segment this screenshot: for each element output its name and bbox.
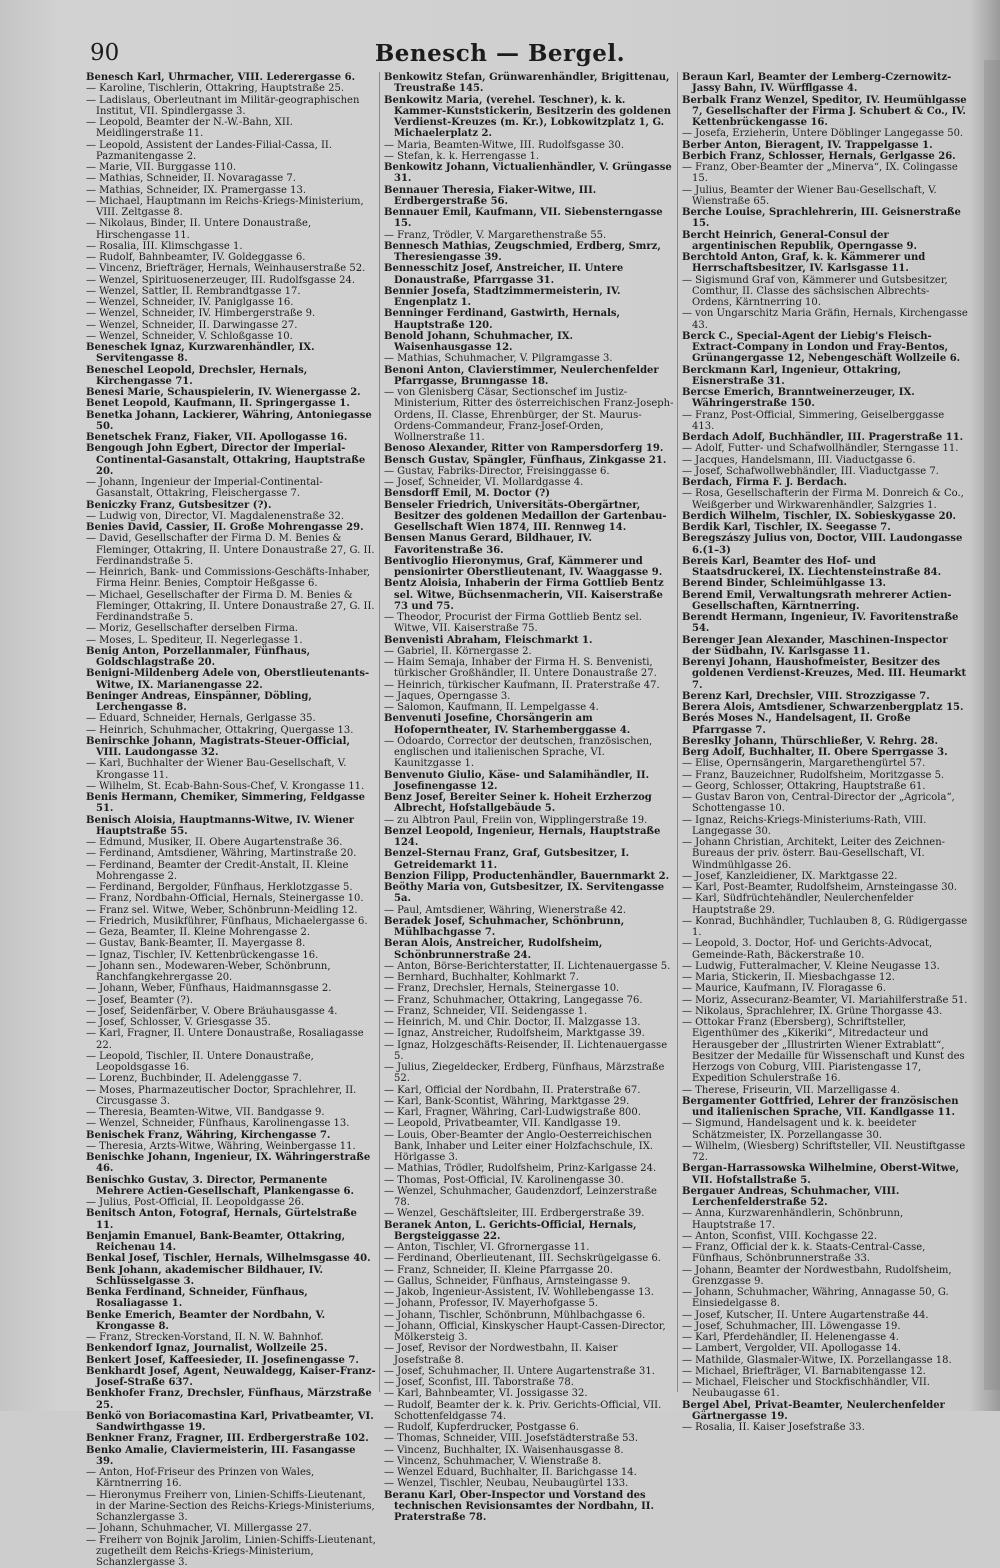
directory-entry: Benkner Franz, Fragner, III. Erdbergerstraße 102.: [86, 1433, 376, 1444]
directory-entry: Benkowitz Stefan, Grünwarenhändler, Brigittenau, Treustraße 145.: [384, 72, 674, 95]
directory-entry: — Franz, Schneider, II. Kleine Pfarrgasse 20.: [384, 1265, 674, 1276]
directory-entry: Berdach, Firma F. J. Berdach.: [682, 477, 968, 488]
directory-entry: — Thomas, Schneider, VIII. Josefstädterstraße 53.: [384, 1433, 674, 1444]
directory-entry: — Mathilde, Glasmaler-Witwe, IX. Porzellangasse 18.: [682, 1355, 968, 1366]
directory-entry: — Moses, Pharmazeutischer Doctor, Sprachlehrer, II. Circusgasse 3.: [86, 1085, 376, 1108]
directory-entry: Berendt Hermann, Ingenieur, IV. Favoritenstraße 54.: [682, 612, 968, 635]
directory-entry: — Franz, Official der k. k. Staats-Central-Casse, Fünfhaus, Schönbrunnerstraße 33.: [682, 1242, 968, 1265]
directory-entry: — Jacques, Handelsmann, III. Viaductgasse 6.: [682, 455, 968, 466]
directory-entry: — Wenzel, Spirituosenerzeuger, III. Rudolfsgasse 24.: [86, 275, 376, 286]
directory-entry: — Wenzel, Schneider, V. Schloßgasse 10.: [86, 331, 376, 342]
directory-entry: — Wenzel, Sattler, II. Rembrandtgasse 17.: [86, 286, 376, 297]
directory-entry: — zu Albtron Paul, Freiin von, Wipplingerstraße 19.: [384, 815, 674, 826]
directory-entry: Benz Josef, Bereiter Seiner k. Hoheit Erzherzog Albrecht, Hofstallgebäude 5.: [384, 792, 674, 815]
directory-entry: — Rudolf, Kupferdrucker, Postgasse 6.: [384, 1422, 674, 1433]
directory-entry: — Bernhard, Buchhalter, Kohlmarkt 7.: [384, 972, 674, 983]
directory-entry: — Michael, Hauptmann im Reichs-Kriegs-Ministerium, VIII. Zeltgasse 8.: [86, 196, 376, 219]
directory-entry: Beneschek Ignaz, Kurzwarenhändler, IX. Servitengasse 8.: [86, 342, 376, 365]
column-divider: [379, 72, 380, 1392]
directory-entry: — Josef, Schneider, VI. Mollardgasse 4.: [384, 477, 674, 488]
directory-entry: — Sigismund Graf von, Kämmerer und Gutsbesitzer, Comthur, II. Classe des sächsischen Albrechts-Ordens, Kärntnerring 10.: [682, 275, 968, 309]
directory-entry: — Gustav, Fabriks-Director, Freisinggasse 6.: [384, 466, 674, 477]
directory-entry: Benvenuto Giulio, Käse- und Salamihändler, II. Josefinengasse 12.: [384, 770, 674, 793]
directory-entry: Beniczky Franz, Gutsbesitzer (?).: [86, 500, 376, 511]
directory-entry: — Rudolf, Beamter der k. k. Priv. Gerichts-Official, VII. Schottenfeldgasse 74.: [384, 1400, 674, 1423]
directory-entry: Benesi Marie, Schauspielerin, IV. Wienergasse 2.: [86, 387, 376, 398]
directory-entry: — Wilhelm, St. Ecab-Bahn-Sous-Chef, V. Krongasse 11.: [86, 781, 376, 792]
directory-entry: — Stefan, k. k. Herrengasse 1.: [384, 151, 674, 162]
directory-entry: — Gabriel, II. Körnergasse 2.: [384, 646, 674, 657]
directory-entry: — Salomon, Kaufmann, II. Lempelgasse 4.: [384, 702, 674, 713]
directory-columns: [86, 72, 968, 1392]
directory-entry: — Mathias, Schuhmacher, V. Pilgramgasse 3.: [384, 353, 674, 364]
directory-entry: Beöthy Maria von, Gutsbesitzer, IX. Servitengasse 5a.: [384, 882, 674, 905]
directory-entry: — Ottokar Franz (Ebersberg), Schriftsteller, Eigenthümer des „Kikeriki“, Mitredacteur und Herausgeber der „Illustrirten Wiener Extrablatt“, Besitzer der Medaille für Wissenschaft und Kunst des Herzogs von Coburg, VIII. Piaristengasse 17, Expedition Schulerstraße 16.: [682, 1017, 968, 1085]
directory-entry: Benetschek Franz, Fiaker, VII. Apollogasse 16.: [86, 432, 376, 443]
directory-entry: — Josefa, Erzieherin, Untere Döblinger Langegasse 50.: [682, 128, 968, 139]
directory-entry: Benkendorf Ignaz, Journalist, Wollzeile 25.: [86, 1343, 376, 1354]
directory-entry: — Jakob, Ingenieur-Assistent, IV. Wohllebengasse 13.: [384, 1287, 674, 1298]
directory-entry: — Heinrich, Schuhmacher, Ottakring, Quergasse 13.: [86, 725, 376, 736]
directory-entry: Bercse Emerich, Branntweinerzeuger, IX. Währingerstraße 150.: [682, 387, 968, 410]
directory-entry: — Karl, Bank-Scontist, Währing, Marktgasse 29.: [384, 1096, 674, 1107]
directory-entry: — Johann, Official, Kinskyscher Haupt-Cassen-Director, Mölkersteig 3.: [384, 1321, 674, 1344]
directory-entry: — Ignaz, Anstreicher, Rudolfsheim, Marktgasse 39.: [384, 1028, 674, 1039]
directory-entry: — Odoardo, Corrector der deutschen, französischen, englischen und italienischen Sprache, VI. Kaunitzgasse 1.: [384, 736, 674, 770]
directory-entry: Benzel Leopold, Ingenieur, Hernals, Hauptstraße 124.: [384, 826, 674, 849]
directory-entry: Berche Louise, Sprachlehrerin, III. Geisnerstraße 15.: [682, 207, 968, 230]
directory-entry: — Sigmund, Handelsagent und k. k. beeideter Schätzmeister, IX. Porzellangasse 30.: [682, 1118, 968, 1141]
directory-entry: — Anna, Kurzwarenhändlerin, Schönbrunn, Hauptstraße 17.: [682, 1208, 968, 1231]
directory-entry: Benkö von Boriacomastina Karl, Privatbeamter, VI. Sandwirthgasse 19.: [86, 1411, 376, 1434]
directory-entry: — Josef, Beamter (?).: [86, 995, 376, 1006]
directory-entry: — Karl, Official der Nordbahn, II. Praterstraße 67.: [384, 1085, 674, 1096]
directory-entry: — Wenzel, Schneider, IV. Paniglgasse 16.: [86, 297, 376, 308]
directory-entry: Bergamenter Gottfried, Lehrer der französischen und italienischen Sprache, VII. Kandlgasse 11.: [682, 1096, 968, 1119]
directory-entry: Benkowitz Johann, Victualienhändler, V. Grüngasse 31.: [384, 162, 674, 185]
directory-entry: — Rudolf, Bahnbeamter, IV. Goldeggasse 6.: [86, 252, 376, 263]
directory-entry: — Edmund, Musiker, II. Obere Augartenstraße 36.: [86, 837, 376, 848]
directory-entry: — Josef, Schafwollwebhändler, III. Viaductgasse 7.: [682, 466, 968, 477]
directory-entry: — Leopold, 3. Doctor, Hof- und Gerichts-Advocat, Gemeinde-Rath, Bäckerstraße 10.: [682, 938, 968, 961]
directory-entry: — Johann Christian, Architekt, Leiter des Zeichnen-Bureaus der priv. österr. Bau-Gesellschaft, VI. Windmühlgasse 26.: [682, 837, 968, 871]
directory-entry: Berck C., Special-Agent der Liebig's Fleisch-Extract-Company in London und Fray-Bentos, Grünangergasse 12, Nebengeschäft Wollzeile 6.: [682, 331, 968, 365]
directory-entry: — Gustav Baron von, Central-Director der „Agricola“, Schottengasse 10.: [682, 792, 968, 815]
directory-entry: — Therese, Friseurin, VII. Marzelligasse 4.: [682, 1085, 968, 1096]
directory-entry: — Johann, Beamter der Nordwestbahn, Rudolfsheim, Grenzgasse 9.: [682, 1265, 968, 1288]
directory-entry: — Louis, Ober-Beamter der Anglo-Oesterreichischen Bank, Inhaber und Leiter einer Holzfachschule, IX. Hörlgasse 3.: [384, 1130, 674, 1164]
directory-column-3: [682, 72, 968, 1392]
directory-entry: — Theresia, Beamten-Witwe, VII. Bandgasse 9.: [86, 1107, 376, 1118]
directory-entry: — Lambert, Vergolder, VII. Apollogasse 14.: [682, 1343, 968, 1354]
directory-entry: Benoni Anton, Clavierstimmer, Neulerchenfelder Pfarrgasse, Brunngasse 18.: [384, 365, 674, 388]
directory-entry: — Gallus, Schneider, Fünfhaus, Arnsteingasse 9.: [384, 1276, 674, 1287]
directory-entry: Bergauer Andreas, Schuhmacher, VIII. Lerchenfelderstraße 52.: [682, 1186, 968, 1209]
directory-entry: — Anton, Hof-Friseur des Prinzen von Wales, Kärntnerring 16.: [86, 1467, 376, 1490]
directory-entry: Beradek Josef, Schuhmacher, Schönbrunn, Mühlbachgasse 7.: [384, 916, 674, 939]
directory-entry: Berber Anton, Bieragent, IV. Trappelgasse 1.: [682, 140, 968, 151]
directory-entry: — Franz, Post-Official, Simmering, Geiselberggasse 413.: [682, 410, 968, 433]
directory-entry: — Johann, Tischler, Schönbrunn, Mühlbachgasse 6.: [384, 1310, 674, 1321]
directory-entry: — Freiherr von Bojnik Jarolim, Linien-Schiffs-Lieutenant, zugetheilt dem Reichs-Kriegs-Ministerium, Schanzlergasse 3.: [86, 1535, 376, 1568]
directory-entry: — Julius, Post-Official, II. Leopoldgasse 26.: [86, 1197, 376, 1208]
directory-entry: — Franz, Schneider, VII. Seidengasse 1.: [384, 1006, 674, 1017]
directory-entry: — Nikolaus, Binder, II. Untere Donaustraße, Hirschengasse 11.: [86, 218, 376, 241]
directory-entry: Berdich Wilhelm, Tischler, IX. Sobieskygasse 20.: [682, 511, 968, 522]
directory-entry: — Friedrich, Musikführer, Fünfhaus, Michaelergasse 6.: [86, 916, 376, 927]
directory-entry: — Anton, Sconfist, VIII. Kochgasse 22.: [682, 1231, 968, 1242]
directory-entry: — Karl, Pferdehändler, II. Helenengasse 4.: [682, 1332, 968, 1343]
directory-entry: — Geza, Beamter, II. Kleine Mohrengasse 2.: [86, 927, 376, 938]
directory-entry: — Josef, Schuhmacher, II. Untere Augartenstraße 31.: [384, 1366, 674, 1377]
directory-entry: — von Ungarschitz Maria Gräfin, Hernals, Kirchengasse 43.: [682, 308, 968, 331]
directory-entry: — Maria, Stickerin, II. Miesbachgasse 12.: [682, 972, 968, 983]
directory-entry: — Karl, Fragner, Währing, Carl-Ludwigstraße 800.: [384, 1107, 674, 1118]
directory-entry: — Franz, Drechsler, Hernals, Steinergasse 10.: [384, 983, 674, 994]
directory-entry: — Franz, Nordbahn-Official, Hernals, Steinergasse 10.: [86, 893, 376, 904]
directory-entry: — Ferdinand, Beamter der Credit-Anstalt, II. Kleine Mohrengasse 2.: [86, 860, 376, 883]
directory-entry: Benoso Alexander, Ritter von Rampersdorferg 19.: [384, 443, 674, 454]
directory-entry: Benirschke Johann, Magistrats-Steuer-Official, VIII. Laudongasse 32.: [86, 736, 376, 759]
directory-entry: — von Glenisberg Cäsar, Sectionschef im Justiz-Ministerium, Ritter des österreichischen Franz-Joseph-Ordens, II. Classe, Ehrenbürger, der St. Maurus-Ordens-Commandeur, Franz-Josef-Orden, Wollnerstraße 11.: [384, 387, 674, 443]
directory-entry: — Rosa, Gesellschafterin der Firma M. Donreich & Co., Weißgerber und Wirkwarenhändler, Salzgries 1.: [682, 488, 968, 511]
directory-entry: Bennauer Theresia, Fiaker-Witwe, III. Erdbergerstraße 56.: [384, 185, 674, 208]
directory-entry: — Michael, Briefträger, VI. Barnabitengasse 12.: [682, 1366, 968, 1377]
directory-entry: Berbich Franz, Schlosser, Hernals, Gerlgasse 26.: [682, 151, 968, 162]
directory-entry: Benkhofer Franz, Drechsler, Fünfhaus, Märzstraße 25.: [86, 1388, 376, 1411]
directory-entry: — Karl, Fragner, II. Untere Donaustraße, Rosaliagasse 22.: [86, 1028, 376, 1051]
directory-entry: — Heinrich, M. und Chir. Doctor, II. Malzgasse 13.: [384, 1017, 674, 1028]
directory-entry: — Hieronymus Freiherr von, Linien-Schiffs-Lieutenant, in der Marine-Section des Reichs-Kriegs-Ministeriums, Schanzlergasse 3.: [86, 1490, 376, 1524]
directory-entry: — Karl, Südfrüchtehändler, Neulerchenfelder Hauptstraße 29.: [682, 893, 968, 916]
directory-entry: — Ignaz, Holzgeschäfts-Reisender, II. Lichtenauergasse 5.: [384, 1040, 674, 1063]
directory-entry: Benkhardt Josef, Agent, Neuwaldegg, Kaiser-Franz-Josef-Straße 637.: [86, 1366, 376, 1389]
directory-entry: Bereslky Johann, Thürschließer, V. Rehrg. 28.: [682, 736, 968, 747]
directory-entry: — Leopold, Assistent der Landes-Filial-Cassa, II. Pazmanitengasse 2.: [86, 140, 376, 163]
directory-entry: — Moriz, Gesellschafter derselben Firma.: [86, 623, 376, 634]
directory-entry: — Leopold, Beamter der N.-W.-Bahn, XII. Meidlingerstraße 11.: [86, 117, 376, 140]
directory-entry: — Johann, Professor, IV. Mayerhofgasse 5.: [384, 1298, 674, 1309]
directory-entry: — Josef, Sconfist, III. Taborstraße 78.: [384, 1377, 674, 1388]
directory-entry: — Konrad, Buchhändler, Tuchlauben 8, G. Rüdigergasse 1.: [682, 916, 968, 939]
directory-entry: Berenz Karl, Drechsler, VIII. Strozzigasse 7.: [682, 691, 968, 702]
directory-entry: Bengough John Egbert, Director der Imperial-Continental-Gasanstalt, Ottakring, Hauptstraße 20.: [86, 443, 376, 477]
directory-entry: — Leopold, Privatbeamter, VII. Kandlgasse 19.: [384, 1118, 674, 1129]
directory-entry: Benigni-Mildenberg Adele von, Oberstlieutenants-Witwe, IX. Marianengasse 22.: [86, 668, 376, 691]
directory-entry: Benninger Ferdinand, Gastwirth, Hernals, Hauptstraße 120.: [384, 308, 674, 331]
directory-entry: — Ferdinand, Bergolder, Fünfhaus, Herklotzgasse 5.: [86, 882, 376, 893]
directory-entry: — Josef, Kutscher, II. Untere Augartenstraße 44.: [682, 1310, 968, 1321]
directory-entry: — Franz, Bauzeichner, Rudolfsheim, Moritzgasse 5.: [682, 770, 968, 781]
directory-entry: — Johann, Ingenieur der Imperial-Continental-Gasanstalt, Ottakring, Fleischergasse 7.: [86, 477, 376, 500]
directory-entry: — Vincenz, Briefträger, Hernals, Weinhauserstraße 52.: [86, 263, 376, 274]
directory-entry: — Johann, Weber, Fünfhaus, Haidmannsgasse 2.: [86, 983, 376, 994]
directory-entry: Bentz Aloisia, Inhaberin der Firma Gottlieb Bentz sel. Witwe, Büchsenmacherin, VII. Kaiserstraße 73 und 75.: [384, 578, 674, 612]
directory-entry: — Wenzel, Schneider, IV. Himbergerstraße 9.: [86, 308, 376, 319]
directory-entry: — Mathias, Schneider, II. Novaragasse 7.: [86, 173, 376, 184]
directory-entry: Berenyi Johann, Haushofmeister, Besitzer des goldenen Verdienst-Kreuzes, Med. III. Heumarkt 7.: [682, 657, 968, 691]
directory-entry: — Leopold, Tischler, II. Untere Donaustraße, Leopoldsgasse 16.: [86, 1051, 376, 1074]
directory-entry: Bennesch Mathias, Zeugschmied, Erdberg, Smrz, Theresiengasse 39.: [384, 241, 674, 264]
directory-entry: Benzion Filipp, Productenhändler, Bauernmarkt 2.: [384, 871, 674, 882]
directory-entry: — Rosalia, III. Klimschgasse 1.: [86, 241, 376, 252]
column-divider: [677, 72, 678, 1392]
page-number: 90: [90, 40, 119, 66]
directory-entry: Benke Emerich, Beamter der Nordbahn, V. Krongasse 8.: [86, 1310, 376, 1333]
directory-entry: — Johann, Schuhmacher, Währing, Annagasse 50, G. Einsiedelgasse 8.: [682, 1287, 968, 1310]
directory-entry: — Theodor, Procurist der Firma Gottlieb Bentz sel. Witwe, VII. Kaiserstraße 75.: [384, 612, 674, 635]
directory-entry: Beneschel Leopold, Drechsler, Hernals, Kirchengasse 71.: [86, 365, 376, 388]
directory-entry: — Eduard, Schneider, Hernals, Gerlgasse 35.: [86, 713, 376, 724]
directory-entry: Berdik Karl, Tischler, IX. Seegasse 7.: [682, 522, 968, 533]
directory-entry: Benischek Franz, Währing, Kirchengasse 7.: [86, 1130, 376, 1141]
directory-entry: — Franz, Trödler, V. Margarethenstraße 55.: [384, 230, 674, 241]
directory-entry: Benzel-Sternau Franz, Graf, Gutsbesitzer, I. Getreidemarkt 11.: [384, 848, 674, 871]
directory-entry: — Franz, Strecken-Vorstand, II. N. W. Bahnhof.: [86, 1332, 376, 1343]
directory-entry: — Josef, Schlosser, V. Griesgasse 35.: [86, 1017, 376, 1028]
directory-entry: Berdach Adolf, Buchhändler, III. Pragerstraße 11.: [682, 432, 968, 443]
directory-entry: Benitsch Anton, Fotograf, Hernals, Gürtelstraße 11.: [86, 1208, 376, 1231]
directory-entry: Benold Johann, Schuhmacher, IX. Waisenhausgasse 12.: [384, 331, 674, 354]
directory-entry: — Haim Semaja, Inhaber der Firma H. S. Benvenisti, türkischer Großhändler, II. Untere Donaustraße 27.: [384, 657, 674, 680]
directory-entry: — Nikolaus, Sprachlehrer, IX. Grüne Thorgasse 43.: [682, 1006, 968, 1017]
directory-entry: — Wenzel Eduard, Buchhalter, II. Barichgasse 14.: [384, 1467, 674, 1478]
directory-entry: Beranek Anton, L. Gerichts-Official, Hernals, Bergsteiggasse 22.: [384, 1220, 674, 1243]
directory-entry: Benies David, Cassier, II. Große Mohrengasse 29.: [86, 522, 376, 533]
running-head: Benesch — Bergel.: [0, 40, 1000, 67]
directory-entry: Bentivoglio Hieronymus, Graf, Kämmerer und pensionirter Oberstlieutenant, IV. Waaggasse 9.: [384, 556, 674, 579]
directory-entry: — Michael, Fleischer und Stockfischhändler, VII. Neubaugasse 61.: [682, 1377, 968, 1400]
directory-entry: — Johann, Schuhmacher, VI. Millergasse 27.: [86, 1523, 376, 1534]
directory-entry: — Mathias, Trödler, Rudolfsheim, Prinz-Karlgasse 24.: [384, 1163, 674, 1174]
directory-entry: — Wenzel, Schneider, Fünfhaus, Karolinengasse 13.: [86, 1118, 376, 1129]
directory-entry: Benka Ferdinand, Schneider, Fünfhaus, Rosaliagasse 1.: [86, 1287, 376, 1310]
directory-entry: Benkert Josef, Kaffeesieder, II. Josefinengasse 7.: [86, 1355, 376, 1366]
directory-entry: — Franz sel. Witwe, Weber, Schönbrunn-Meidling 12.: [86, 905, 376, 916]
directory-entry: Bereis Karl, Beamter des Hof- und Staatsdruckerei, IX. Liechtensteinstraße 84.: [682, 556, 968, 579]
directory-entry: — Michael, Gesellschafter der Firma D. M. Benies & Fleminger, Ottakring, II. Untere Donaustraße 27, G. II. Ferdinandstraße 5.: [86, 590, 376, 624]
directory-entry: — Anton, Börse-Berichterstatter, II. Lichtenauergasse 5.: [384, 961, 674, 972]
directory-entry: — Theresia, Arzts-Witwe, Währing, Weinbergasse 11.: [86, 1141, 376, 1152]
page-edge-shadow: [984, 60, 1000, 1390]
directory-entry: Berend Binder, Schleimühlgasse 13.: [682, 578, 968, 589]
directory-entry: — Moriz, Assecuranz-Beamter, VI. Mariahilferstraße 51.: [682, 995, 968, 1006]
directory-entry: Berbalk Franz Wenzel, Speditor, IV. Heumühlgasse 7, Gesellschafter der Firma J. Schubert & Co., IV. Kettenbrückengasse 16.: [682, 95, 968, 129]
directory-entry: — Josef, Seidenfärber, V. Obere Bräuhausgasse 4.: [86, 1006, 376, 1017]
directory-entry: — Julius, Beamter der Wiener Bau-Gesellschaft, V. Wienstraße 65.: [682, 185, 968, 208]
directory-entry: — Elise, Opernsängerin, Margarethengürtel 57.: [682, 758, 968, 769]
directory-entry: — Karl, Bahnbeamter, VI. Jossigasse 32.: [384, 1388, 674, 1399]
directory-entry: — Wenzel, Geschäftsleiter, III. Erdbergerstraße 39.: [384, 1208, 674, 1219]
directory-entry: — Maurice, Kaufmann, IV. Floragasse 6.: [682, 983, 968, 994]
directory-entry: Benko Amalie, Claviermeisterin, III. Fasangasse 39.: [86, 1445, 376, 1468]
directory-entry: — Julius, Ziegeldecker, Erdberg, Fünfhaus, Märzstraße 52.: [384, 1062, 674, 1085]
directory-entry: — Maria, Beamten-Witwe, III. Rudolfsgasse 30.: [384, 140, 674, 151]
directory-entry: Benvenisti Abraham, Fleischmarkt 1.: [384, 635, 674, 646]
directory-entry: Berenger Jean Alexander, Maschinen-Inspector der Südbahn, IV. Karlsgasse 11.: [682, 635, 968, 658]
directory-column-2: [384, 72, 674, 1392]
directory-entry: — Ludwig, Futteralmacher, V. Kleine Neugasse 13.: [682, 961, 968, 972]
directory-entry: Benischko Gustav, 3. Director, Permanente Mehrere Actien-Gesellschaft, Plankengasse 6.: [86, 1175, 376, 1198]
directory-entry: Benet Leopold, Kaufmann, II. Springergasse 1.: [86, 398, 376, 409]
directory-entry: — Josef, Revisor der Nordwestbahn, II. Kaiser Josefstraße 8.: [384, 1343, 674, 1366]
directory-entry: Bergel Abel, Privat-Beamter, Neulerchenfelder Gärtnergasse 19.: [682, 1400, 968, 1423]
directory-entry: Benig Anton, Porzellanmaler, Fünfhaus, Goldschlagstraße 20.: [86, 646, 376, 669]
directory-entry: — Franz, Schuhmacher, Ottakring, Langegasse 76.: [384, 995, 674, 1006]
directory-entry: Benischke Johann, Ingenieur, IX. Währingerstraße 46.: [86, 1152, 376, 1175]
directory-entry: Beninger Andreas, Einspänner, Döbling, Lerchengasse 8.: [86, 691, 376, 714]
directory-entry: — Ferdinand, Oberlieutenant, III. Sechskrügelgasse 6.: [384, 1253, 674, 1264]
directory-entry: Benvenuti Josefine, Chorsängerin am Hofoperntheater, IV. Starhemberggasse 4.: [384, 713, 674, 736]
directory-entry: Benkowitz Maria, (verehel. Teschner), k. k. Kammer-Kunststickerin, Besitzerin des goldenen Verdienst-Kreuzes (m. Kr.), Lobkowitzplatz 1, G. Michaelerplatz 2.: [384, 95, 674, 140]
directory-entry: — Wenzel, Schneider, II. Darwingasse 27.: [86, 320, 376, 331]
directory-entry: Bennauer Emil, Kaufmann, VII. Siebensterngasse 15.: [384, 207, 674, 230]
directory-entry: — Johann sen., Modewaren-Weber, Schönbrunn, Ranchfangkehrergasse 20.: [86, 961, 376, 984]
directory-entry: Beregszászy Julius von, Doctor, VIII. Laudongasse 6.(1–3): [682, 533, 968, 556]
directory-entry: Bennesschitz Josef, Anstreicher, II. Untere Donaustraße, Pfarrgasse 31.: [384, 263, 674, 286]
directory-entry: — Wilhelm, (Wiesberg) Schriftsteller, VII. Neustiftgasse 72.: [682, 1141, 968, 1164]
directory-entry: Bensdorff Emil, M. Doctor (?): [384, 488, 674, 499]
directory-entry: — Vincenz, Buchhalter, IX. Waisenhausgasse 8.: [384, 1445, 674, 1456]
directory-entry: Benesch Karl, Uhrmacher, VIII. Lederergasse 6.: [86, 72, 376, 83]
directory-entry: — Ludwig von, Director, VI. Magdalenenstraße 32.: [86, 511, 376, 522]
directory-entry: Bergan-Harrassowska Wilhelmine, Oberst-Witwe, VII. Hofstallstraße 5.: [682, 1163, 968, 1186]
directory-entry: — Lorenz, Buchbinder, II. Adelenggasse 7.: [86, 1073, 376, 1084]
directory-entry: — Josef, Kanzleidiener, IX. Marktgasse 22.: [682, 871, 968, 882]
directory-entry: Berckmann Karl, Ingenieur, Ottakring, Eisnerstraße 31.: [682, 365, 968, 388]
directory-entry: Beraun Karl, Beamter der Lemberg-Czernowitz-Jassy Bahn, IV. Würfflgasse 4.: [682, 72, 968, 95]
directory-entry: — Gustav, Bank-Beamter, II. Mayergasse 8.: [86, 938, 376, 949]
directory-entry: Benetka Johann, Lackierer, Währing, Antoniegasse 50.: [86, 410, 376, 433]
directory-entry: Benisch Aloisia, Hauptmanns-Witwe, IV. Wiener Hauptstraße 55.: [86, 815, 376, 838]
directory-entry: — Mathias, Schneider, IX. Pramergasse 13.: [86, 185, 376, 196]
directory-entry: — Ignaz, Reichs-Kriegs-Ministeriums-Rath, VIII. Langegasse 30.: [682, 815, 968, 838]
directory-entry: Benseler Friedrich, Universitäts-Obergärtner, Besitzer des goldenen Medaillon der Gartenbau-Gesellschaft Wien 1874, III. Rennweg 14.: [384, 500, 674, 534]
directory-entry: — Jaques, Operngasse 3.: [384, 691, 674, 702]
directory-entry: — David, Gesellschafter der Firma D. M. Benies & Fleminger, Ottakring, II. Untere Donaustraße 27, G. II. Ferdinandstraße 5.: [86, 533, 376, 567]
page-header: [0, 36, 1000, 72]
directory-entry: Beranu Karl, Ober-Inspector und Vorstand des technischen Revisionsamtes der Nordbahn, II. Praterstraße 78.: [384, 1490, 674, 1524]
directory-entry: — Josef, Schuhmacher, III. Löwengasse 19.: [682, 1321, 968, 1332]
directory-entry: Benis Hermann, Chemiker, Simmering, Feldgasse 51.: [86, 792, 376, 815]
directory-entry: Berés Moses N., Handelsagent, II. Große Pfarrgasse 7.: [682, 713, 968, 736]
directory-entry: — Karoline, Tischlerin, Ottakring, Hauptstraße 25.: [86, 83, 376, 94]
directory-entry: Berchtold Anton, Graf, k. k. Kämmerer und Herrschaftsbesitzer, IV. Karlsgasse 11.: [682, 252, 968, 275]
directory-entry: Berera Alois, Amtsdiener, Schwarzenbergplatz 15.: [682, 702, 968, 713]
directory-entry: — Ferdinand, Amtsdiener, Währing, Martinstraße 20.: [86, 848, 376, 859]
directory-entry: — Heinrich, Bank- und Commissions-Geschäfts-Inhaber, Firma Heinr. Benies, Comptoir Heßgasse 6.: [86, 567, 376, 590]
directory-entry: Benjamin Emanuel, Bank-Beamter, Ottakring, Reichenau 14.: [86, 1231, 376, 1254]
directory-entry: Berg Adolf, Buchhalter, II. Obere Sperrgasse 3.: [682, 747, 968, 758]
directory-entry: — Wenzel, Schuhmacher, Gaudenzdorf, Leinzerstraße 78.: [384, 1186, 674, 1209]
directory-entry: Benkal Josef, Tischler, Hernals, Wilhelmsgasse 40.: [86, 1253, 376, 1264]
directory-entry: — Thomas, Post-Official, IV. Karolinengasse 30.: [384, 1175, 674, 1186]
directory-entry: — Franz, Ober-Beamter der „Minerva“, IX. Colingasse 15.: [682, 162, 968, 185]
directory-entry: — Georg, Schlosser, Ottakring, Hauptstraße 61.: [682, 781, 968, 792]
directory-entry: — Marie, VII. Burggasse 110.: [86, 162, 376, 173]
directory-entry: Bensch Gustav, Spängler, Fünfhaus, Zinkgasse 21.: [384, 455, 674, 466]
directory-entry: — Adolf, Futter- und Schafwollhändler, Sterngasse 11.: [682, 443, 968, 454]
directory-entry: — Heinrich, türkischer Kaufmann, II. Praterstraße 47.: [384, 680, 674, 691]
directory-entry: — Paul, Amtsdiener, Währing, Wienerstraße 42.: [384, 905, 674, 916]
directory-entry: Beran Alois, Anstreicher, Rudolfsheim, Schönbrunnerstraße 24.: [384, 938, 674, 961]
directory-entry: Benk Johann, akademischer Bildhauer, IV. Schlüsselgasse 3.: [86, 1265, 376, 1288]
directory-entry: Bensen Manus Gerard, Bildhauer, IV. Favoritenstraße 36.: [384, 533, 674, 556]
directory-entry: — Anton, Tischler, VI. Gfrornergasse 11.: [384, 1242, 674, 1253]
directory-entry: — Moses, L. Spediteur, II. Negerlegasse 1.: [86, 635, 376, 646]
directory-entry: — Karl, Post-Beamter, Rudolfsheim, Arnsteingasse 30.: [682, 882, 968, 893]
directory-column-1: [86, 72, 376, 1392]
directory-entry: — Vincenz, Schuhmacher, V. Wienstraße 8.: [384, 1456, 674, 1467]
directory-entry: Bercht Heinrich, General-Consul der argentinischen Republik, Operngasse 9.: [682, 230, 968, 253]
directory-entry: — Wenzel, Tischler, Neubau, Neubaugürtel 133.: [384, 1478, 674, 1489]
directory-entry: — Rosalia, II. Kaiser Josefstraße 33.: [682, 1422, 968, 1433]
directory-entry: — Ignaz, Tischler, IV. Kettenbrückengasse 16.: [86, 950, 376, 961]
directory-entry: — Ladislaus, Oberleutnant im Militär-geographischen Institut, VII. Spindlergasse 3.: [86, 95, 376, 118]
directory-entry: Bennier Josefa, Stadtzimmermeisterin, IV. Engenplatz 1.: [384, 286, 674, 309]
directory-entry: Berend Emil, Verwaltungsrath mehrerer Actien-Gesellschaften, Kärntnerring.: [682, 590, 968, 613]
directory-entry: — Karl, Buchhalter der Wiener Bau-Gesellschaft, V. Krongasse 11.: [86, 758, 376, 781]
